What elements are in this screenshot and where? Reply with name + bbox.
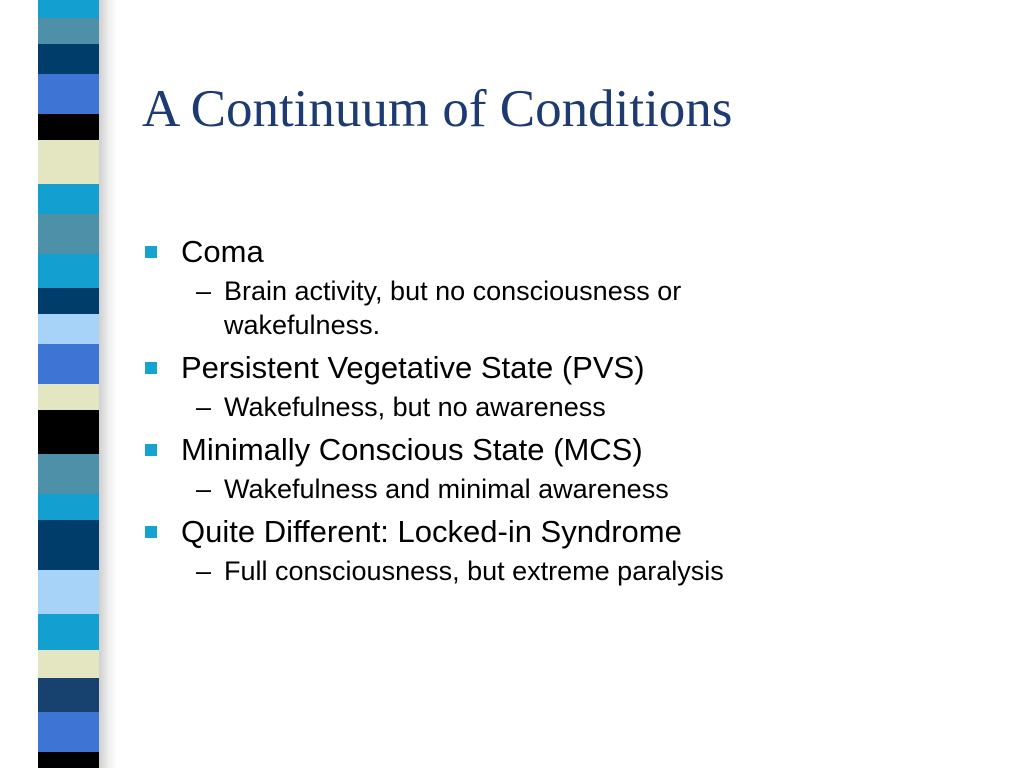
square-bullet-icon [145, 362, 157, 374]
bullet-level-2 [142, 390, 982, 424]
stripe-segment [38, 184, 99, 214]
bullet-level-2 [142, 472, 982, 506]
stripe-segment [38, 454, 99, 494]
dash-bullet-icon: – [196, 556, 212, 586]
bullet-level-1 [142, 430, 982, 470]
bullet-level-1 [142, 232, 982, 272]
list-item [142, 232, 982, 342]
sub-bullet-label: Full consciousness, but extreme paralysis [224, 556, 724, 586]
stripe-segment [38, 288, 99, 314]
sub-bullet-label: Wakefulness and minimal awareness [224, 474, 669, 504]
sub-bullet-label: Brain activity, but no consciousness or wakefulness. [224, 276, 682, 340]
list-item [142, 430, 982, 506]
bullet-level-2 [142, 274, 982, 342]
stripe-segment [38, 614, 99, 650]
stripe-segment [38, 384, 99, 410]
stripe-segment [38, 712, 99, 752]
stripe-segment [38, 752, 99, 768]
dash-bullet-icon: – [196, 392, 212, 422]
stripe-segment [38, 520, 99, 570]
stripe-segment [38, 314, 99, 344]
stripe-segment [38, 254, 99, 288]
stripe-segment [38, 678, 99, 712]
bullet-list [142, 226, 982, 588]
stripe-segment [38, 0, 99, 18]
bullet-level-2 [142, 554, 982, 588]
list-item [142, 348, 982, 424]
bullet-label: Coma [181, 234, 264, 269]
square-bullet-icon [145, 246, 157, 258]
slide-title: A Continuum of Conditions [142, 80, 733, 138]
stripe-segment [38, 44, 99, 74]
square-bullet-icon [145, 526, 157, 538]
square-bullet-icon [145, 444, 157, 456]
dash-bullet-icon: – [196, 474, 212, 504]
stripe-segment [38, 344, 99, 384]
bullet-level-1 [142, 512, 982, 552]
stripe-segment [38, 18, 99, 44]
bullet-label: Quite Different: Locked-in Syndrome [181, 514, 682, 549]
bullet-label: Minimally Conscious State (MCS) [181, 432, 643, 467]
stripe-segment [38, 140, 99, 184]
stripe-segment [38, 570, 99, 614]
list-item [142, 512, 982, 588]
dash-bullet-icon: – [196, 276, 212, 306]
stripe-segment [38, 494, 99, 520]
stripe-shadow [99, 0, 117, 768]
stripe-segment [38, 114, 99, 140]
bullet-level-1 [142, 348, 982, 388]
sub-bullet-label: Wakefulness, but no awareness [224, 392, 606, 422]
bullet-label: Persistent Vegetative State (PVS) [181, 350, 645, 385]
stripe-segment [38, 214, 99, 254]
stripe-segment [38, 74, 99, 114]
stripe-segment [38, 410, 99, 454]
decorative-stripe [38, 0, 99, 768]
stripe-segment [38, 650, 99, 678]
